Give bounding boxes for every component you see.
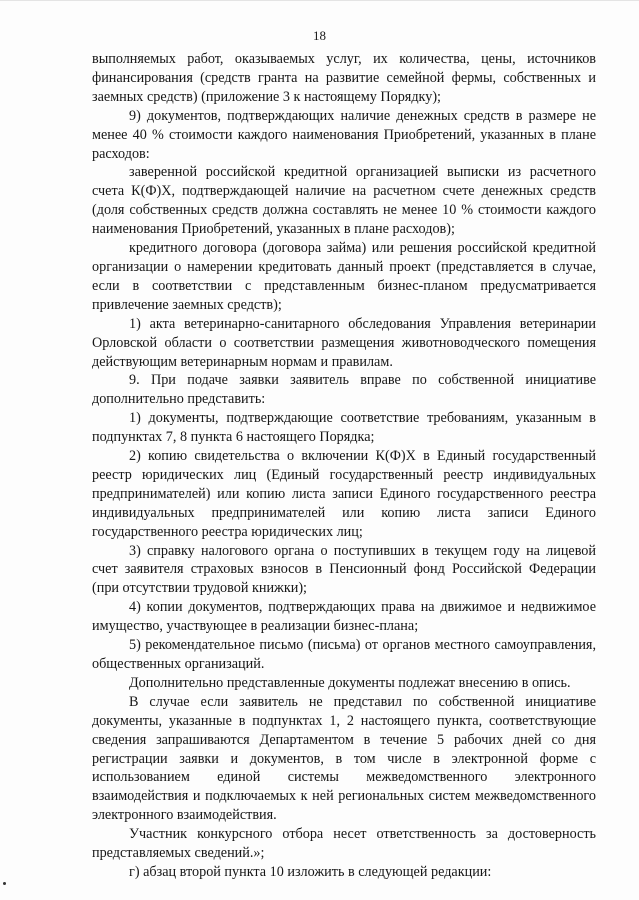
paragraph-responsibility: Участник конкурсного отбора несет ответственность за достоверность представляемых сведений.»; (92, 826, 596, 862)
paragraph-sub-2: 2) копию свидетельства о включении К(Ф)Х в Единый государственный реестр юридических лиц (Единый государственный реестр индивидуальных предпринимателей) или копию листа записи Единого государственного реестра индивидуальных предпринимателей или копию листа записи Единого государственного реестра юридических лиц; (92, 448, 596, 540)
document-body (92, 50, 596, 882)
paragraph-sub-3: 3) справку налогового органа о поступивших в текущем году на лицевой счет заявителя страховых взносов в Пенсионный фонд Российской Федерации (при отсутствии трудовой книжки); (92, 542, 596, 597)
paragraph-bank-statement: заверенной российской кредитной организацией выписки из расчетного счета К(Ф)Х, подтверждающей наличие на расчетном счете денежных средств (доля собственных средств должна составлять не менее 10 % стоимости каждого наименования Приобретений, указанных в плане расходов); (92, 164, 596, 238)
paragraph-credit-agreement: кредитного договора (договора займа) или решения российской кредитной организации о намерении кредитовать данный проект (представляется в случае, если в соответствии с представленным бизнес-планом предусматривается привлечение заемных средств); (92, 240, 596, 313)
paragraph-veterinary-act: 1) акта ветеринарно-санитарного обследования Управления ветеринарии Орловской области о соответствии размещения животноводческого помещения действующим ветеринарным нормам и правилам. (92, 315, 596, 370)
paragraph-sub-4: 4) копии документов, подтверждающих права на движимое и недвижимое имущество, участвующее в реализации бизнес-плана; (92, 599, 596, 635)
paragraph-inventory: Дополнительно представленные документы подлежат внесению в опись. (129, 674, 571, 691)
paragraph-continuation: выполняемых работ, оказываемых услуг, их количества, цены, источников финансирования (средств гранта на развитие семейной фермы, собственных и заемных средств) (приложение 3 к настоящему Порядку); (92, 51, 596, 105)
paragraph-sub-1: 1) документы, подтверждающие соответствие требованиям, указанным в подпунктах 7, 8 пункта 6 настоящего Порядка; (92, 410, 596, 446)
paragraph-interagency-request: В случае если заявитель не представил по собственной инициативе документы, указанные в подпунктах 1, 2 настоящего пункта, соответствующие сведения запрашиваются Департаментом в течение 5 рабочих дней со дня регистрации заявки и документов, в том числе в электронной форме с использованием единой системы межведомственного электронного взаимодействия и подключаемых к ней региональных систем межведомственного электронного взаимодействия. (92, 693, 596, 824)
paragraph-item-9-funds: 9) документов, подтверждающих наличие денежных средств в размере не менее 40 % стоимости каждого наименования Приобретений, указанных в плане расходов: (92, 107, 596, 162)
scan-edge (0, 0, 639, 1)
paragraph-item-g: г) абзац второй пункта 10 изложить в следующей редакции: (129, 863, 492, 880)
scan-dot-mark (3, 882, 6, 885)
paragraph-sub-5: 5) рекомендательное письмо (письма) от органов местного самоуправления, общественных организаций. (92, 637, 596, 672)
paragraph-section-9: 9. При подаче заявки заявитель вправе по собственной инициативе дополнительно представить: (92, 372, 596, 408)
page-number: 18 (313, 28, 326, 43)
